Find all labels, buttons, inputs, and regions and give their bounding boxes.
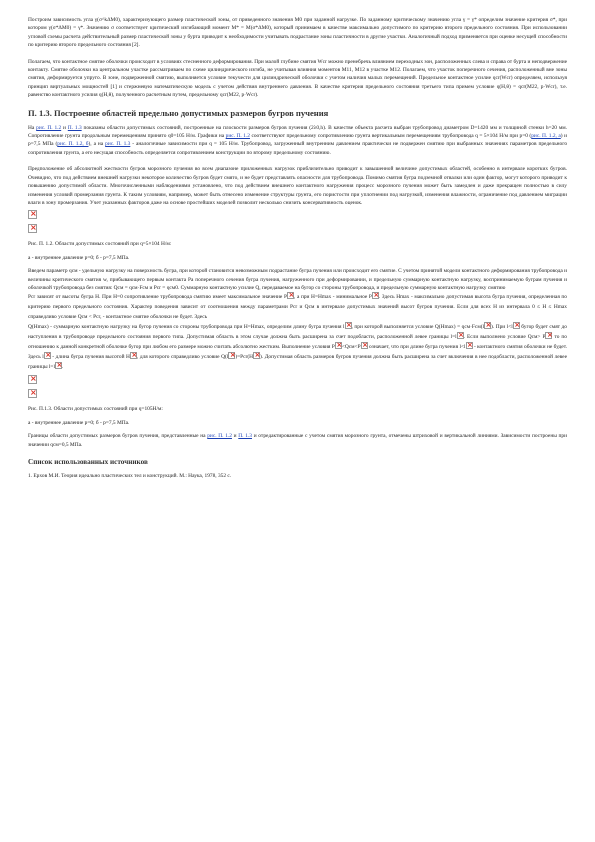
figure-1b-image [28, 221, 567, 235]
figure-2a-image [28, 372, 567, 386]
intro-paragraph-1: Построим зависимость угла γ(σ^kΔM0), характеризующего размер пластической зоны, от приведенного значения M0 при заданной нагрузке. По заданному критическому значению угла γ = γ* определим значение критерия σ*, при котором γ(σ*ΔM0) = γ*. Значению σ соответствует критический изгибающий момент M* = M(σ*ΔM0), который принимаем в качестве максимально допустимого по критерию второго предельного состояния. При использовании угловой схемы расчета действительный размер пластической зоны у бурта приводит к необходимости учитывать подрастание зоны пластичности в другие участки. Аналогичный подход применяется при оценке несущей способности по критерию второго предельного состояния [2]. [28, 17, 567, 49]
broken-image-icon [345, 322, 352, 329]
link-fig-p1-2a[interactable]: рис. П. 1.2, а [531, 133, 561, 140]
broken-image-icon [484, 322, 491, 329]
broken-image-icon [28, 224, 37, 233]
broken-image-icon [130, 352, 137, 359]
broken-image-icon [228, 352, 235, 359]
body2-paragraph-1: Введем параметр qсм - удельную нагрузку на поверхность бугра, при которой становится невозможным подрастание бугра пучения или происходит его смятие. С учетом принятой модели контактного деформирования трубопровода и величины критического смятия w, прибывающего первым контакта Pa поперечного сечения бугра пучения, нагруженного при деформировании, и предельную суммарную контактную нагрузку, воспринимаемую буграм пучения и оболочкой трубопровода без смятия: Qсм = qсм·Fсм и Pсr = qсм0. Суммарную контактную усилие Q, передаваемое на бугор со стороны трубопровода, и предельную суммарную контактную нагрузку смятию [28, 268, 567, 291]
figure-1-subcaption: а - внутреннее давление p=0; б - p=7,5 МПа. [28, 254, 130, 261]
link-fig-p1-2[interactable]: рис. П. 1.2 [36, 124, 62, 131]
broken-image-icon [28, 210, 37, 219]
broken-image-icon [361, 342, 368, 349]
broken-image-icon [287, 292, 294, 299]
reference-item: 1. Ерхов М.И. Теория идеально пластических тел и конструкций. М.: Наука, 1978, 352 с. [28, 472, 232, 479]
body2-paragraph-2: Pсr зависят от высоты бугра H. При H=0 сопротивление трубопровода смятию имеет максимальное значение P× , а при H=Hmax - минимальное P× . Здесь Hmax - максимально допустимая высота бугра пучения, определенная по критерию первого предельного состояния. Характер поведения зависит от соотношения между параметрами Pсr и Qсм в интервале допустимых значений высот бугров пучения. Если для всех H из интервала 0 ≤ H ≤ Hmax справедливо условие Qсм < Pсr, - контактное смятие оболочки не будет. Здесь [28, 292, 567, 322]
intro-paragraph-2: Полагаем, что контактное смятие оболочки происходит в условиях стесненного деформирования. При малой глубине смятия Wcr можно пренебречь влиянием переходных зон, расположенных слева и справа от бурта и неподвержение контакту. Смятие оболочки на центральном участке рассматриваем по схеме цилиндрического изгиба, не учитывая влияния моментов M11, M12 в участке M12. Полагаем, что участок поперечного сечения, расположенный вне зоны смятия, деформируется упруго. В зоне, подверженной смятию, выполняется условие текучести для цилиндрической оболочки с учетом наличия малых перемещений. Предельное контактное усилие qcr(Wcr) определяем, используя принцип виртуальных мощностей [1] и стержневую математическую модель с учетом действия внутреннего давления. В качестве критерия предельного состояния третьего типа примем условие q(H,θ) = qcr(M22, p·Wcr), т.е. равенство контактного усилия q(H,θ), полученного расчетным путем, предельному qcr(M22, p·Wcr). [28, 58, 567, 99]
link-fig-p1-3-third[interactable]: П. 1.3 [238, 433, 252, 440]
link-fig-p1-2-third[interactable]: рис. П. 1.2 [207, 433, 232, 440]
link-fig-p1-3-second[interactable]: рис. П. 1.3 [105, 141, 131, 148]
body3-paragraph-1: Границы области допустимых размеров бугров пучения, представленные на рис. П. 1.2 и П. 1.3 и отредактированные с учетом смятия морозного грунта, отмечены штриховой и вертикальной линиями. Зависимости построены при значении qсм=0,5 МПа. [28, 433, 568, 448]
broken-image-icon [335, 342, 342, 349]
figure-2-subcaption: а - внутреннее давление p=0; б - p=7,5 МПа. [28, 419, 130, 426]
link-fig-p1-2-second[interactable]: рис. П. 1.2 [225, 133, 250, 140]
section-paragraph-1: На рис. П. 1.2 и П. 1.3 показаны области допустимых состояний, построенные на плоскости размеров бугров пучения (2λ0,h). В качестве объекта расчета выбран трубопровод диаметром D=1420 мм и толщиной стенки h=20 мм. Сопротивление грунта продольным перемещениям принято q0=105 Н/м. Графики на рис. П. 1.2 соответствуют предельному сопротивлению грунта вертикальным перемещениям трубопровода q = 5×104 Н/м при p=0 (рис. П. 1.2, а) и p=7,5 МПа (рис. П. 1.2, б), а на рис. П. 1.3 - аналогичные зависимости при q = 105 Н/м. Трубопровод, загруженный внутренним давлением практически не подвержен смятию при выбранных значениях параметров предельного сопротивления грунта, а его несущая способность определяется сопротивлением конструкции по второму предельному состоянию. [28, 124, 568, 156]
broken-image-icon [372, 292, 379, 299]
body2-paragraph-3: Q(Hmax) - суммарную контактную нагрузку на бугор пучения со стороны трубопровода при H=Hmax, определим длину бугра пучения l× , при которой выполняется условие Q(Hmax) = qсм·Fсм(l× ). При l<l× бугор будет смят до наступления в трубопроводе предельного состояния первого типа. Допустимая область в этом случае должна быть расширена за счет подобласти, расположенной левее границы l=l× . Если выполнено условие Qсм> P× то по отношению к данной конкретной оболочке бугор при любом его размере можно считать абсолютно жестким. Выполнение условия P× <Qсм<P× означает, что при длине бугра пучения l<l× - контактного смятия оболочки не будет. Здесь l× - длина бугра пучения высотой H× , для которого справедливо условие Q(l× )=Pсr(H× ). Допустимая область размеров бугров пучения должна быть расширена за счет включения в нее подобласти, расположенной левее границы l=l× . [28, 322, 567, 372]
broken-image-icon [55, 362, 62, 369]
broken-image-icon [253, 352, 260, 359]
broken-image-icon [28, 389, 37, 398]
section-heading: П. 1.3. Построение областей предельно допустимых размеров бугров пучения [28, 107, 329, 118]
figure-1a-image [28, 207, 567, 221]
figure-2-caption: Рис. П.1.3. Области допустимых состояний при q=105Н/м: [28, 406, 163, 413]
references-heading: Список использованных источников [28, 457, 148, 466]
link-fig-p1-3[interactable]: П. 1.3 [67, 124, 82, 131]
broken-image-icon [28, 375, 37, 384]
link-fig-p1-2b[interactable]: рис. П. 1.2, б [57, 141, 89, 148]
figure-1-caption: Рис. П. 1.2. Области допустимых состояний при q=5×104 Н/м: [28, 241, 172, 248]
section-paragraph-2: Предположение об абсолютной жесткости бугров морозного пучения во всем диапазоне приложенных нагрузок приблизительно приводит к завышенной величине допустимых областей, особенно в интервале коротких бугров. Очевидно, что под действием внешней нагрузки некоторое количество бугров будет смято, и не будет представлять опасности для трубопровода. Помимо смятия бугра подземной отвалки или один фактор, могут которого приводит к повышению допустимой области. Многочисленными наблюдениями установлено, что под действием внешнего контактного нагружения процесс морозного пучения может быть замедлен и даже прекращен полностью в силу изменения условий промерзания грунта. К таким условиям, например, может быть отнесено изменение структуры грунта, его пористости при уплотнении под нагрузкой, изменения влажности, ограничение под давлением миграции влаги в зону промерзания. Учет указанных факторов даже на основе простейших моделей позволит несколько снизить консервативность оценок. [28, 166, 567, 206]
broken-image-icon [457, 332, 464, 339]
broken-image-icon [513, 322, 520, 329]
broken-image-icon [466, 342, 473, 349]
figure-2b-image [28, 386, 567, 400]
broken-image-icon [545, 332, 552, 339]
broken-image-icon [44, 352, 51, 359]
